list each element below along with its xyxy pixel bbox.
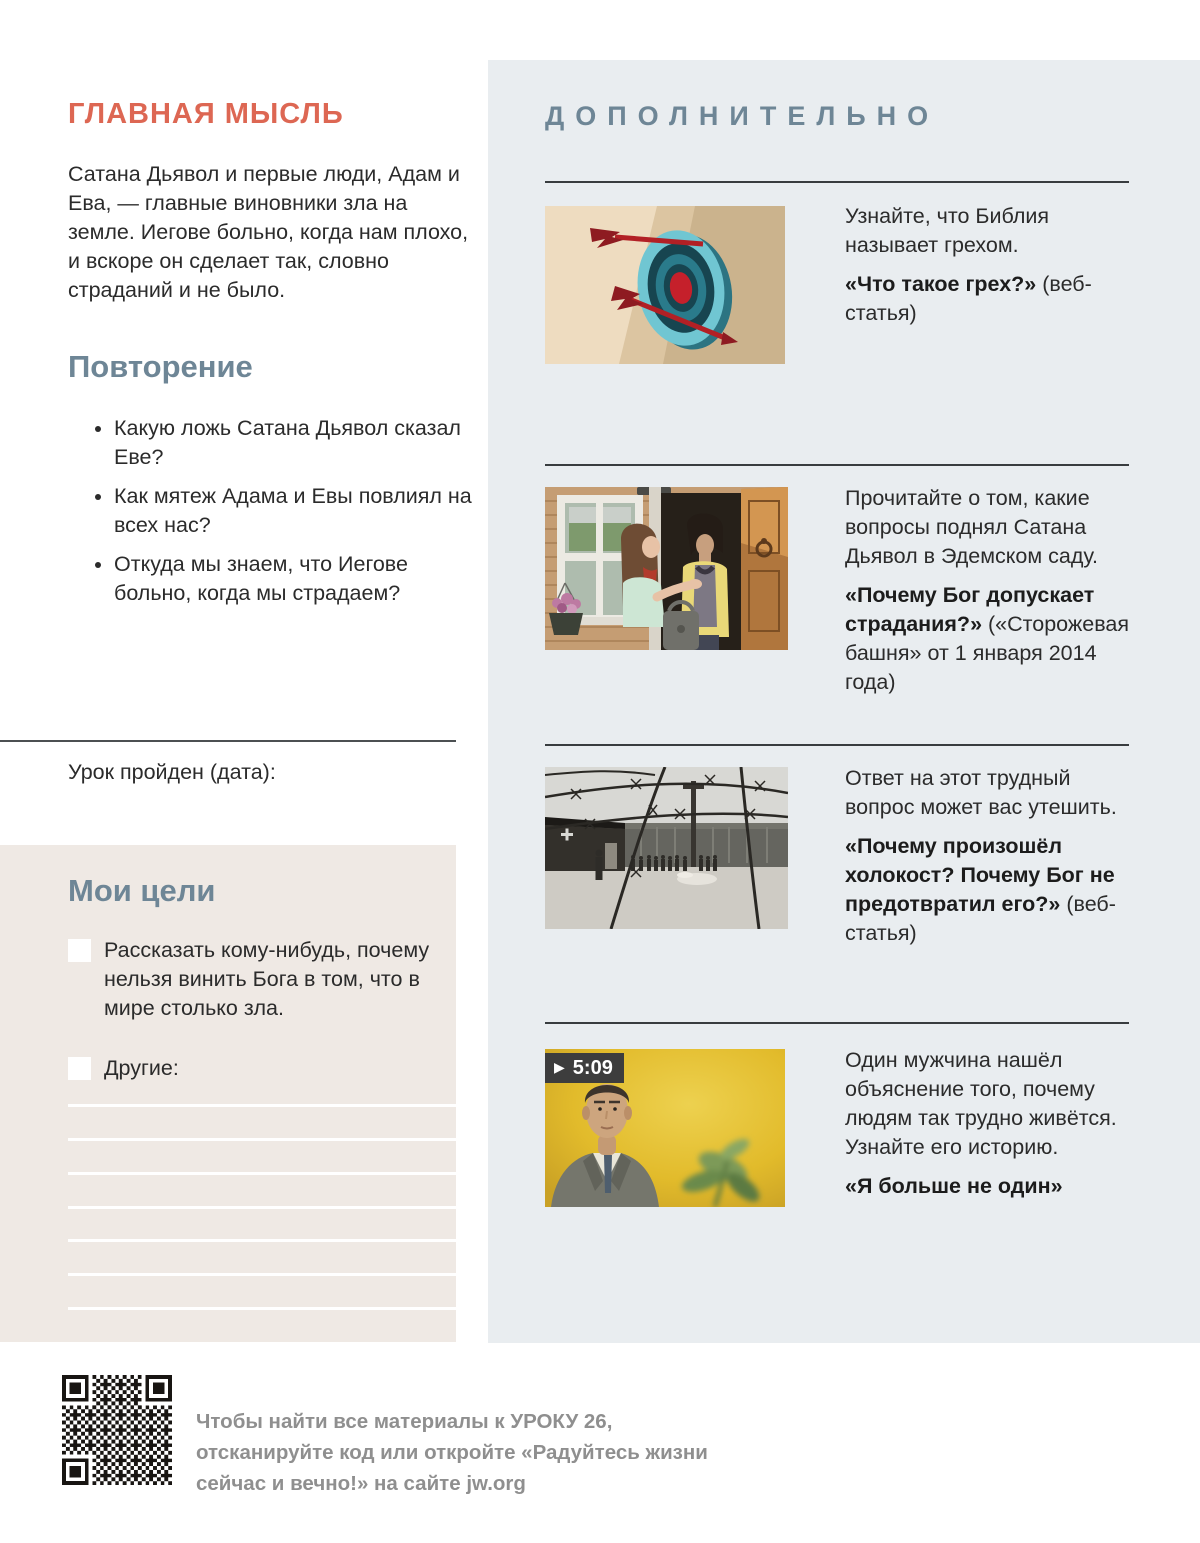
camp-photo-svg: [545, 767, 788, 929]
article-source: (веб-статья): [845, 272, 1092, 325]
video-thumbnail-man-interview[interactable]: [545, 1049, 785, 1207]
writing-line: [68, 1273, 456, 1276]
video-duration: 5:09: [572, 1056, 613, 1079]
goal-checkbox[interactable]: [68, 1057, 91, 1080]
writing-line: [68, 1172, 456, 1175]
article-source: («Сторожевая башня» от 1 января 2014 года): [845, 612, 1130, 694]
review-title: Повторение: [68, 349, 253, 384]
my-goals-panel: [0, 845, 456, 1342]
review-question-list: [90, 414, 486, 618]
divider: [545, 1022, 1129, 1024]
divider: [545, 744, 1129, 746]
extras-item-text: [845, 484, 1133, 697]
article-link[interactable]: «Почему произошёл холокост? Почему Бог не предотвратил его?»: [845, 834, 1115, 916]
concentration-camp-photo[interactable]: [545, 767, 788, 929]
goal-checkbox[interactable]: [68, 939, 91, 962]
qr-code-svg: [62, 1375, 172, 1485]
goal-item: [68, 936, 436, 1023]
target-with-arrows-illustration[interactable]: [545, 206, 785, 364]
extras-item-text: [845, 764, 1133, 948]
goal-label: Другие:: [104, 1056, 179, 1080]
divider: [545, 464, 1129, 466]
review-question: • Какую ложь Сатана Дьявол сказал Еве?: [114, 414, 486, 472]
main-idea-title: ГЛАВНАЯ МЫСЛЬ: [68, 98, 344, 130]
video-duration-badge: [545, 1053, 624, 1083]
extras-item-text: [845, 1046, 1133, 1201]
writing-line: [68, 1206, 456, 1209]
writing-line: [68, 1138, 456, 1141]
video-link[interactable]: «Я больше не один»: [845, 1174, 1063, 1198]
goal-label: Рассказать кому-нибудь, почему нельзя винить Бога в том, что в мире столько зла.: [104, 938, 430, 1020]
main-idea-body: Сатана Дьявол и первые люди, Адам и Ева, — главные виновники зла на земле. Иегове больно, когда нам плохо, и вскоре он сделает так, словно страданий и не было.: [68, 162, 469, 302]
footer-instructions: Чтобы найти все материалы к УРОКУ 26, отсканируйте код или откройте «Радуйтесь жизни сейчас и вечно!» на сайте jw.org: [196, 1410, 708, 1495]
divider: [545, 181, 1129, 183]
article-link[interactable]: «Почему Бог допускает страдания?»: [845, 583, 1095, 636]
qr-code: [62, 1375, 172, 1485]
writing-line: [68, 1307, 456, 1310]
review-question: • Откуда мы знаем, что Иегове больно, когда мы страдаем?: [114, 550, 486, 608]
item-intro: Один мужчина нашёл объяснение того, почему людям так трудно живётся. Узнайте его историю.: [845, 1048, 1117, 1159]
two-women-talking-at-door-photo[interactable]: [545, 487, 788, 650]
extras-item-text: [845, 202, 1133, 328]
article-source: (веб-статья): [845, 892, 1116, 945]
divider: [0, 740, 456, 742]
item-intro: Узнайте, что Библия называет грехом.: [845, 204, 1050, 257]
item-intro: Ответ на этот трудный вопрос может вас утешить.: [845, 766, 1117, 819]
my-goals-title: Мои цели: [68, 873, 216, 908]
goal-item: [68, 1054, 436, 1083]
target-illustration-svg: [545, 206, 785, 364]
article-link[interactable]: «Что такое грех?»: [845, 272, 1037, 296]
doorstep-photo-svg: [545, 487, 788, 650]
item-intro: Прочитайте о том, какие вопросы поднял Сатана Дьявол в Эдемском саду.: [845, 486, 1098, 568]
extras-title: ДОПОЛНИТЕЛЬНО: [545, 101, 940, 131]
review-question: • Как мятеж Адама и Евы повлиял на всех нас?: [114, 482, 486, 540]
writing-line: [68, 1239, 456, 1242]
play-icon: ▶: [554, 1060, 565, 1076]
lesson-done-label: Урок пройден (дата):: [68, 760, 276, 784]
writing-line: [68, 1104, 456, 1107]
